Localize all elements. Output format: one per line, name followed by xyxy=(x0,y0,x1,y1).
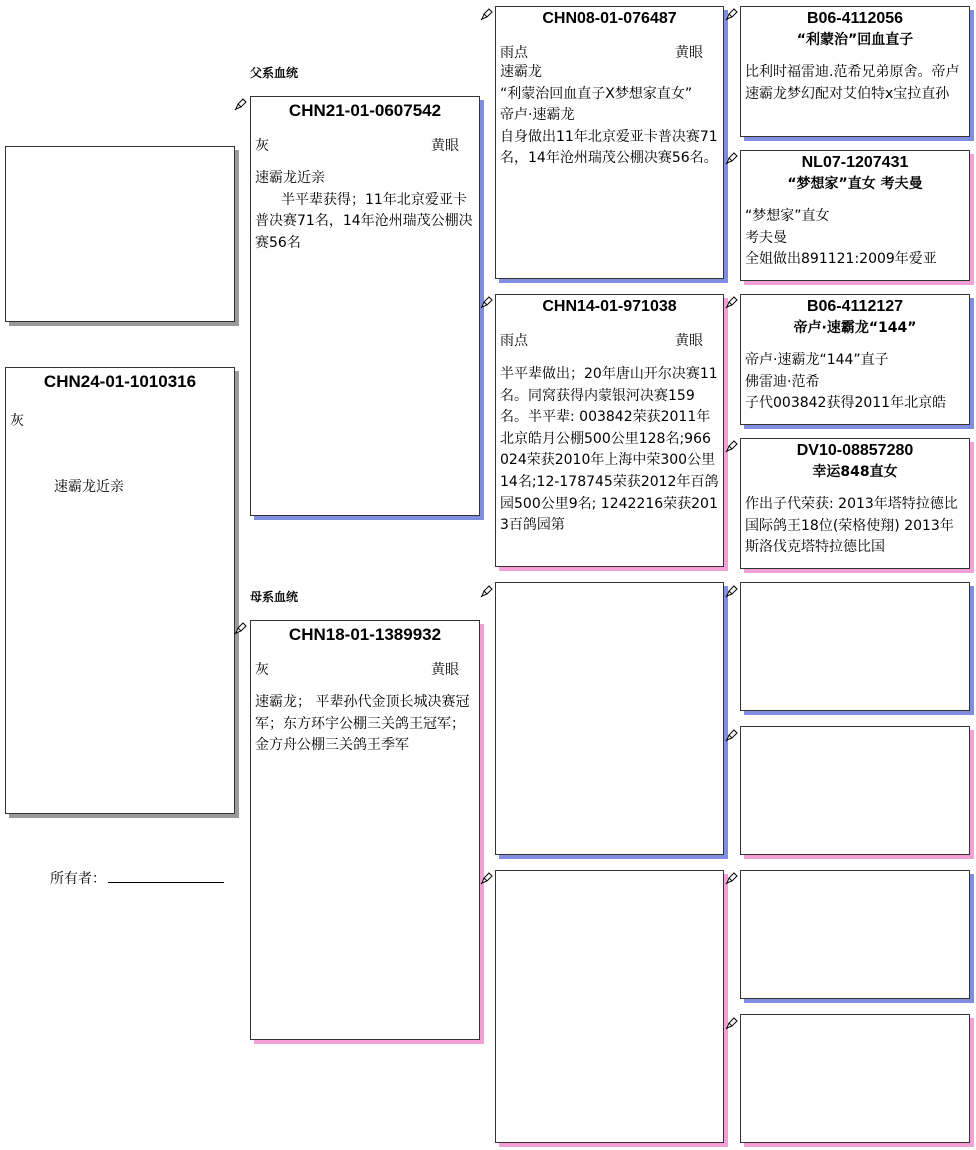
sdd-ring-number: DV10-08857280 xyxy=(796,442,914,459)
sss-name: “利蒙治”回血直子 xyxy=(796,32,914,48)
subject-text: 速霸龙近亲 xyxy=(54,479,124,495)
sire-sire-line: 帝卢·速霸龙 xyxy=(500,107,575,124)
sire-dam-ring-number: CHN14-01-971038 xyxy=(542,298,677,315)
owner-label: 所有者： xyxy=(50,871,106,887)
sire-card[interactable] xyxy=(250,96,480,516)
sds-name: 帝卢·速霸龙“144” xyxy=(793,320,917,336)
edit-pen-icon[interactable] xyxy=(234,621,248,635)
dam-eye: 黄眼 xyxy=(431,662,459,678)
subject-ring-number: CHN24-01-1010316 xyxy=(43,372,197,391)
dam-color-row xyxy=(251,659,479,679)
edit-pen-icon[interactable] xyxy=(480,295,494,309)
sss-text: 比利时福雷迪.范希兄弟原舍。帝卢速霸龙梦幻配对艾伯特x宝拉直孙 xyxy=(745,64,960,102)
sds-line: 子代003842获得2011年北京皓 xyxy=(745,395,947,412)
edit-pen-icon[interactable] xyxy=(725,584,739,598)
edit-pen-icon[interactable] xyxy=(725,871,739,885)
ssd-ring-number: NL07-1207431 xyxy=(801,154,909,171)
edit-pen-icon[interactable] xyxy=(480,871,494,885)
sds-line: 佛雷迪·范希 xyxy=(745,373,820,390)
sire-color-row xyxy=(251,135,479,155)
subject-card[interactable] xyxy=(5,367,235,814)
edit-pen-icon[interactable] xyxy=(725,439,739,453)
sire-sire-line: “利蒙治回血直子X梦想家直女” xyxy=(500,85,693,102)
sire-line2-wrap xyxy=(255,190,475,255)
photo-frame xyxy=(5,146,235,322)
sire-dam-eye: 黄眼 xyxy=(675,333,703,349)
sire-sire-eye: 黄眼 xyxy=(675,45,703,61)
edit-pen-icon[interactable] xyxy=(725,728,739,742)
dam-color: 灰 xyxy=(255,662,269,678)
sire-line-label: 父系血统 xyxy=(250,66,299,80)
sire-sire-ring-number: CHN08-01-076487 xyxy=(542,10,677,27)
sss-card[interactable] xyxy=(740,6,970,137)
edit-pen-icon[interactable] xyxy=(480,584,494,598)
edit-pen-icon[interactable] xyxy=(725,295,739,309)
dam-text: 速霸龙； 平辈孙代金顶长城决赛冠军；东方环宇公棚三关鸽王冠军；金方舟公棚三关鸽王季军 xyxy=(255,694,470,754)
ssd-line: “梦想家”直女 xyxy=(745,208,830,224)
dam-line-label: 母系血统 xyxy=(250,590,299,604)
sire-dam-card[interactable] xyxy=(495,294,724,567)
sire-line2: 半平辈获得；11年北京爱亚卡普决赛71名，14年沧州瑞茂公棚决赛56名 xyxy=(255,191,473,251)
dsd-card[interactable] xyxy=(740,726,970,855)
owner-line[interactable] xyxy=(108,868,224,883)
dam-dam-card[interactable] xyxy=(495,870,724,1143)
edit-pen-icon[interactable] xyxy=(725,7,739,21)
sire-dam-color-row xyxy=(496,330,723,350)
sds-line: 帝卢·速霸龙“144”直子 xyxy=(745,352,889,368)
sdd-text: 作出子代荣获: 2013年塔特拉德比国际鸽王18位(荣格使翔) 2013年斯洛伐克塔特拉德比国 xyxy=(745,496,958,556)
sds-ring-number: B06-4112127 xyxy=(806,298,904,315)
sire-sire-line: 速霸龙 xyxy=(500,64,542,80)
ssd-card[interactable] xyxy=(740,150,970,281)
dds-card[interactable] xyxy=(740,870,970,999)
dam-ring-number: CHN18-01-1389932 xyxy=(288,625,442,644)
sire-eye: 黄眼 xyxy=(431,138,459,154)
sire-dam-text: 半平辈做出；20年唐山开尔决赛11名。同窝获得内蒙银河决赛159名。半平辈: 003842荣获2011年北京皓月公棚500公里128名;966024荣获2010年上海中荣300公里14名;12-178745荣获2012年百鸽园500公里9名; 1242216荣获2013百鸽园第 xyxy=(500,366,719,534)
sire-ring-number: CHN21-01-0607542 xyxy=(288,101,442,120)
sire-line1: 速霸龙近亲 xyxy=(255,170,325,186)
sire-sire-card[interactable] xyxy=(495,6,724,279)
sss-ring-number: B06-4112056 xyxy=(806,10,904,27)
ssd-name: “梦想家”直女 考夫曼 xyxy=(787,176,923,192)
edit-pen-icon[interactable] xyxy=(725,1016,739,1030)
edit-pen-icon[interactable] xyxy=(480,7,494,21)
ssd-line: 考夫曼 xyxy=(745,229,787,246)
sdd-card[interactable] xyxy=(740,438,970,569)
sire-sire-color: 雨点 xyxy=(500,45,528,61)
ddd-card[interactable] xyxy=(740,1014,970,1143)
sire-sire-line: 自身做出11年北京爱亚卡普决赛71名，14年沧州瑞茂公棚决赛56名。 xyxy=(500,128,718,167)
ssd-line: 全姐做出891121:2009年爱亚 xyxy=(745,251,937,268)
sdd-name: 幸运848直女 xyxy=(812,464,898,480)
owner-field xyxy=(50,868,224,888)
sire-dam-color: 雨点 xyxy=(500,333,528,349)
dam-sire-card[interactable] xyxy=(495,582,724,855)
dss-card[interactable] xyxy=(740,582,970,711)
subject-color: 灰 xyxy=(10,413,24,429)
sire-color: 灰 xyxy=(255,138,269,154)
sds-card[interactable] xyxy=(740,294,970,425)
dam-card[interactable] xyxy=(250,620,480,1040)
edit-pen-icon[interactable] xyxy=(725,151,739,165)
sire-sire-color-row xyxy=(496,42,723,62)
edit-pen-icon[interactable] xyxy=(234,97,248,111)
